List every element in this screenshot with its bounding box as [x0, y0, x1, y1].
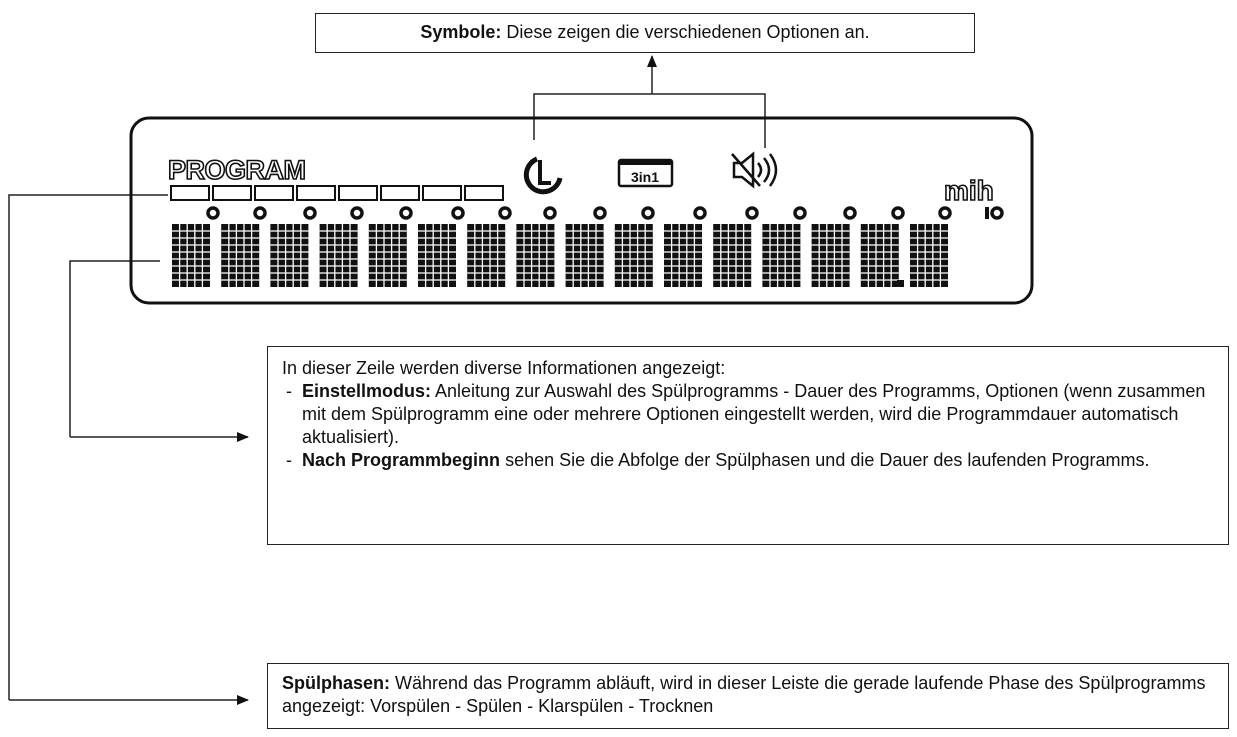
info-item-text: sehen Sie die Abfolge der Spülphasen und die Dauer des laufenden Programms. — [505, 450, 1150, 470]
indicator-dot-row — [208, 208, 1002, 218]
phase-segment — [381, 186, 419, 200]
matrix-digit — [467, 224, 505, 287]
sound-off-icon — [732, 154, 776, 186]
matrix-digit — [270, 224, 308, 287]
info-item-term: Einstellmodus: — [302, 381, 432, 401]
info-list — [282, 380, 1214, 472]
info-intro: In dieser Zeile werden diverse Informationen angezeigt: — [282, 358, 726, 378]
symbole-term: Symbole: — [420, 22, 502, 42]
phase-segment — [213, 186, 251, 200]
phase-segment — [255, 186, 293, 200]
phase-segment — [423, 186, 461, 200]
extra-indicator-bar — [985, 207, 989, 219]
matrix-digit — [910, 224, 948, 287]
phasen-callout — [267, 663, 1229, 729]
indicator-dot — [500, 208, 510, 218]
indicator-dot — [595, 208, 605, 218]
matrix-digit — [615, 224, 653, 287]
matrix-digit — [762, 224, 800, 287]
phase-segment — [171, 186, 209, 200]
phase-segment — [465, 186, 503, 200]
indicator-dot — [305, 208, 315, 218]
matrix-digit — [566, 224, 604, 287]
indicator-dot — [643, 208, 653, 218]
matrix-digit — [418, 224, 456, 287]
indicator-dot — [255, 208, 265, 218]
matrix-digit-row — [172, 224, 948, 287]
phase-segment-bar — [171, 186, 503, 200]
indicator-dot — [940, 208, 950, 218]
phase-segment — [339, 186, 377, 200]
indicator-dot — [453, 208, 463, 218]
indicator-dot — [845, 208, 855, 218]
3in1-icon — [619, 160, 672, 186]
info-callout — [267, 346, 1229, 545]
matrix-digit — [713, 224, 751, 287]
program-label: PROGRAM — [168, 155, 306, 185]
info-item-text: Anleitung zur Auswahl des Spülprogramms - Dauer des Programms, Optionen (wenn zusammen mit dem Spülprogramm eine oder mehrere Optionen eingestellt werden, wird die Programmdauer automatisch aktualisiert). — [302, 381, 1206, 447]
info-item-einstellmodus: - Einstellmodus: Anleitung zur Auswahl des Spülprogramms - Dauer des Programms, Optionen (wenn zusammen mit dem Spülprogramm eine oder mehrere Optionen eingestellt werden, wird die Programmdauer automatisch aktualisiert). — [286, 381, 1206, 447]
matrix-digit — [664, 224, 702, 287]
indicator-dot — [352, 208, 362, 218]
symbole-text: Diese zeigen die verschiedenen Optionen an. — [506, 22, 870, 42]
indicator-dot — [208, 208, 218, 218]
matrix-digit — [812, 224, 850, 287]
indicator-dot — [747, 208, 757, 218]
symbole-callout — [315, 13, 975, 53]
decimal-point — [897, 280, 904, 287]
matrix-digit — [172, 224, 210, 287]
indicator-dot — [795, 208, 805, 218]
matrix-digit — [221, 224, 259, 287]
indicator-dot — [401, 208, 411, 218]
matrix-digit — [516, 224, 554, 287]
unit-label: mih — [944, 175, 994, 206]
phasen-term: Spülphasen: — [282, 673, 391, 693]
indicator-dot — [545, 208, 555, 218]
phasen-text: Während das Programm abläuft, wird in dieser Leiste die gerade laufende Phase des Spülprogramms angezeigt: Vorspülen - Spülen - Klarspülen - Trocknen — [282, 673, 1206, 716]
delay-timer-icon — [526, 159, 560, 192]
3in1-label: 3in1 — [630, 169, 660, 185]
info-item-term: Nach Programmbeginn — [302, 450, 501, 470]
indicator-dot — [893, 208, 903, 218]
info-item-programmbeginn: - Nach Programmbeginn sehen Sie die Abfolge der Spülphasen und die Dauer des laufenden Programms. — [286, 450, 1150, 470]
matrix-digit — [861, 224, 899, 287]
indicator-dot — [992, 208, 1002, 218]
matrix-digit — [320, 224, 358, 287]
matrix-digit — [369, 224, 407, 287]
phase-segment — [297, 186, 335, 200]
indicator-dot — [695, 208, 705, 218]
